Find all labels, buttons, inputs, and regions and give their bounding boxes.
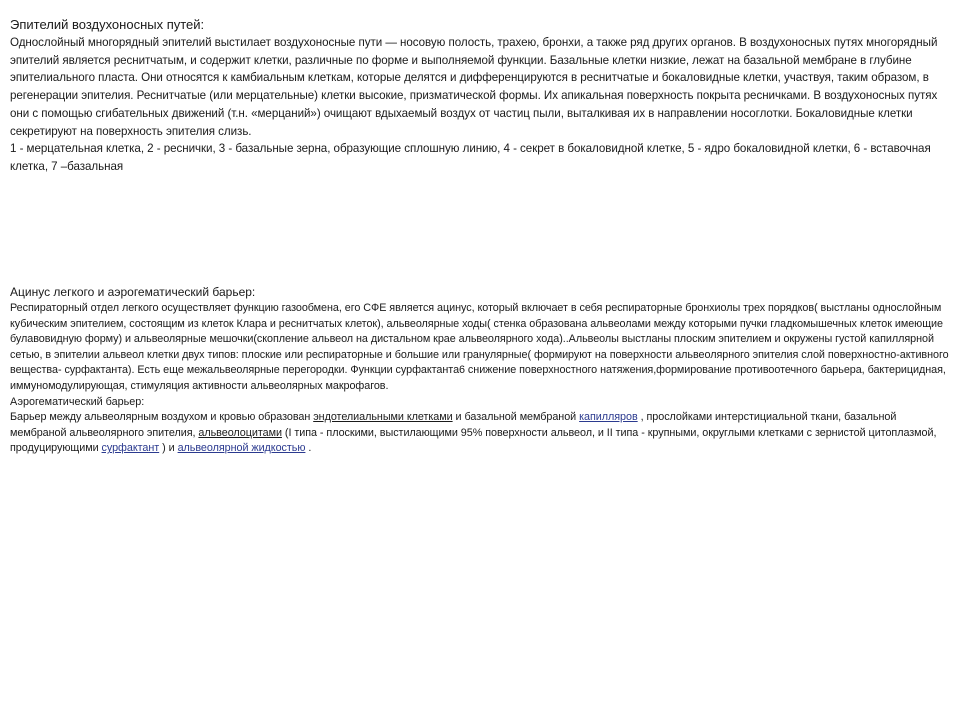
barrier-paragraph	[10, 410, 950, 457]
capillaries-link[interactable]: капилляров	[579, 411, 638, 424]
epithelium-legend: 1 - мерцательная клетка, 2 - реснички, 3 - базальные зерна, образующие сплошную линию, 4 - секрет в бокаловидной клетке, 5 - ядро бокаловидной клетки, 6 - вставочная клетка, 7 –базальная	[10, 142, 931, 173]
acinus-heading: Ацинус легкого и аэрогематический барьер:	[10, 285, 256, 299]
barrier-text-4: (I типа - плоскими, выстилающими 95% поверхности альвеол, и II типа - крупными, округлыми клетками с зернистой цитоплазмой, продуцирующими	[10, 426, 937, 455]
surfactant-link[interactable]: сурфактант	[101, 442, 160, 455]
endothelial-cells-link[interactable]: эндотелиальными клетками	[313, 411, 453, 424]
barrier-text-1: Барьер между альвеолярным воздухом и кровью образован	[10, 411, 314, 424]
barrier-text-6: .	[305, 442, 312, 455]
epithelium-heading: Эпителий воздухоносных путей:	[10, 17, 205, 32]
epithelium-paragraph: Однослойный многорядный эпителий выстилает воздухоносные пути — носовую полость, трахею, бронхи, а также ряд других органов. В воздухоносных путях многорядный эпителий является реснитчатым, и содержит клетки, различные по форме и выполняемой функции. Базальные клетки низкие, лежат на базальной мембране в глубине эпителиального пласта. Они относятся к камбиальным клеткам, которые делятся и дифференцируются в реснитчатые и бокаловидные клетки, участвуя, таким образом, в регенерации эпителия. Реснитчатые (или мерцательные) клетки высокие, призматической формы. Их апикальная поверхность покрыта ресничками. В воздухоносных путях они с помощью сгибательных движений (т.н. «мерцаний») очищают вдыхаемый воздух от частиц пыли, выталкивая их в направлении носоглотки. Бокаловидные клетки секретируют на поверхность эпителия слизь.	[10, 36, 938, 138]
alveolocytes-link[interactable]: альвеолоцитами	[198, 426, 282, 439]
barrier-text-3: , прослойками интерстициальной ткани, базальной мембраной альвеолярного эпителия,	[10, 411, 897, 439]
barrier-text-2: и базальной мембраной	[452, 411, 580, 424]
epithelium-section	[10, 16, 950, 176]
barrier-heading: Аэрогематический барьер:	[10, 395, 145, 408]
acinus-paragraph: Респираторный отдел легкого осуществляет функцию газообмена, его СФЕ является ацинус, который включает в себя респираторные бронхиолы трех порядков( выстланы однослойным кубическим эпителием, состоящим из клеток Клара и реснитчатых клеток), альвеолярные ходы( стенка образована альвеолами между которыми пучки гладкомышечных клеток имеющие булавовидную форму) и альвеолярные мешочки(скопление альвеол на дистальном крае альвеолярного хода)..Альвеолы выстланы плоским эпителием и окружены густой капиллярной сетью, в эпителии альвеол клетки двух типов: плоские или респираторные и большие или гранулярные( формируют на поверхности альвеолярного эпителия слой поверхностно-активного вещества- сурфактанта). Есть еще межальвеолярные перегородки. Функции сурфактанта6 снижение поверхностного натяжения,формирование противоотечного барьера, бактерицидная, иммуномодулирующая, стимуляция активности альвеолярных макрофагов.	[10, 302, 949, 392]
alveolar-fluid-link[interactable]: альвеолярной жидкостью	[177, 442, 306, 455]
acinus-section	[10, 284, 950, 457]
barrier-text-5: ) и	[159, 442, 178, 455]
